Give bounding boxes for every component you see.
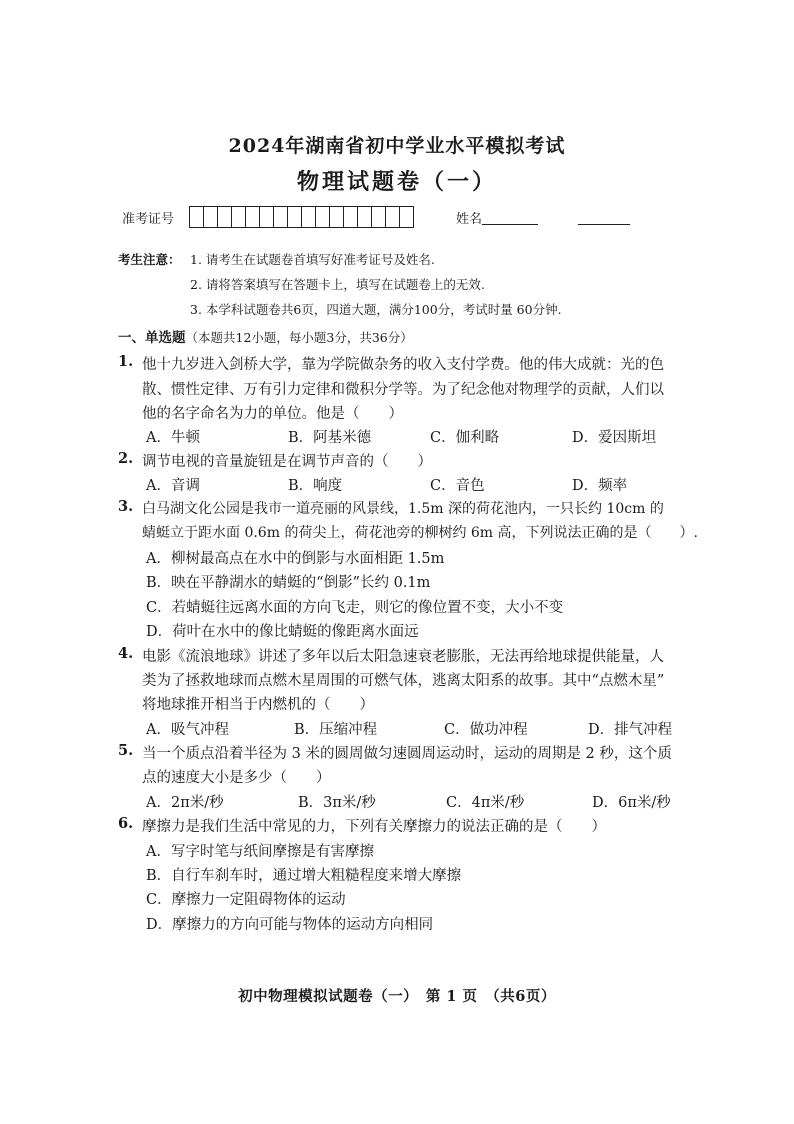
name-label: 姓名 [456, 211, 483, 227]
question-1-line: 他的名字命名为力的单位。他是（ ） [142, 406, 403, 422]
name-blank [482, 210, 538, 225]
note-item: 3. 本学科试题卷共6页，四道大题，满分100分，考试时量 60分钟. [190, 302, 562, 317]
id-box [329, 206, 344, 228]
question-3-number: 3. [118, 498, 134, 515]
extra-blank [578, 210, 630, 225]
id-box [385, 206, 400, 228]
question-5-line: 当一个质点沿着半径为 3 米的圆周做匀速圆周运动时，运动的周期是 2 秒，这个质 [142, 746, 672, 762]
q1-option-b: B．阿基米德 [288, 430, 372, 446]
id-box [357, 206, 372, 228]
q4-option-d: D．排气冲程 [588, 722, 673, 738]
id-box [287, 206, 302, 228]
question-4-line: 电影《流浪地球》讲述了多年以后太阳急速衰老膨胀，无法再给地球提供能量，人 [142, 649, 664, 665]
question-4-line: 类为了拯救地球而点燃木星周围的可燃气体，逃离太阳系的故事。其中“点燃木星” [142, 673, 665, 689]
q6-option-c: C．摩擦力一定阻碍物体的运动 [146, 892, 346, 908]
q1-option-d: D．爱因斯坦 [572, 430, 657, 446]
question-3-line: 蜻蜓立于距水面 0.6m 的荷尖上，荷花池旁的柳树约 6m 高，下列说法正确的是（ ）. [142, 525, 698, 541]
id-box [301, 206, 316, 228]
notes-label: 考生注意： [118, 252, 181, 267]
q4-option-a: A．吸气冲程 [146, 722, 229, 738]
id-box [371, 206, 386, 228]
question-4-number: 4. [118, 645, 134, 662]
q2-option-c: C．音色 [430, 478, 485, 494]
q6-option-d: D．摩擦力的方向可能与物体的运动方向相同 [146, 917, 434, 933]
id-box [217, 206, 232, 228]
q6-option-a: A．写字时笔与纸间摩擦是有害摩擦 [146, 844, 374, 860]
question-5-line: 点的速度大小是多少（ ） [142, 770, 331, 786]
id-box [343, 206, 358, 228]
q4-option-b: B．压缩冲程 [294, 722, 378, 738]
exam-subtitle: 物理试题卷（一） [296, 169, 497, 195]
q1-option-c: C．伽利略 [430, 430, 500, 446]
question-6-number: 6. [118, 815, 134, 832]
question-1-number: 1. [118, 353, 134, 370]
q1-option-a: A．牛顿 [146, 430, 200, 446]
q2-option-a: A．音调 [146, 478, 200, 494]
q3-option-c: C．若蜻蜓往远离水面的方向飞走，则它的像位置不变，大小不变 [146, 600, 564, 616]
question-2-line: 调节电视的音量旋钮是在调节声音的（ ） [142, 454, 432, 470]
id-box [259, 206, 274, 228]
id-box [399, 206, 414, 228]
id-box [315, 206, 330, 228]
q2-option-b: B．响度 [288, 478, 343, 494]
question-6-line: 摩擦力是我们生活中常见的力，下列有关摩擦力的说法正确的是（ ） [142, 819, 606, 835]
question-2-number: 2. [118, 450, 134, 467]
question-5-number: 5. [118, 742, 134, 759]
q6-option-b: B．自行车刹车时，通过增大粗糙程度来增大摩擦 [146, 868, 462, 884]
id-box [273, 206, 288, 228]
candidate-info-row [122, 206, 630, 228]
q5-option-c: C．4π米/秒 [446, 795, 525, 811]
id-box [245, 206, 260, 228]
q5-option-d: D．6π米/秒 [592, 795, 671, 811]
q5-option-a: A．2π米/秒 [146, 795, 224, 811]
note-item: 2. 请将答案填写在答题卡上，填写在试题卷上的无效. [190, 277, 485, 292]
q2-option-d: D．频率 [572, 478, 628, 494]
q3-option-a: A．柳树最高点在水中的倒影与水面相距 1.5m [146, 551, 445, 567]
question-1-line: 他十九岁进入剑桥大学，靠为学院做杂务的收入支付学费。他的伟大成就：光的色 [142, 357, 664, 373]
exam-title: 2024年湖南省初中学业水平模拟考试 [228, 135, 566, 157]
id-number-boxes [190, 206, 414, 228]
question-1-line: 散、惯性定律、万有引力定律和微积分学等。为了纪念他对物理学的贡献，人们以 [142, 382, 664, 398]
id-box [189, 206, 204, 228]
id-box [231, 206, 246, 228]
section-heading: 一、单选题（本题共12小题，每小题3分，共36分） [118, 330, 413, 346]
q5-option-b: B．3π米/秒 [298, 795, 376, 811]
q4-option-c: C．做功冲程 [444, 722, 528, 738]
q3-option-b: B．映在平静湖水的蜻蜓的“倒影”长约 0.1m [146, 575, 431, 591]
id-box [203, 206, 218, 228]
note-item: 1. 请考生在试题卷首填写好准考证号及姓名. [190, 252, 435, 267]
page-footer: 初中物理模拟试题卷（一） 第 1 页 （共6页） [238, 988, 556, 1005]
question-3-line: 白马湖文化公园是我市一道亮丽的风景线，1.5m 深的荷花池内，一只长约 10cm 的 [142, 501, 664, 517]
question-4-line: 将地球推开相当于内燃机的（ ） [142, 697, 374, 713]
id-label: 准考证号 [122, 211, 175, 227]
q3-option-d: D．荷叶在水中的像比蜻蜓的像距离水面远 [146, 624, 419, 640]
